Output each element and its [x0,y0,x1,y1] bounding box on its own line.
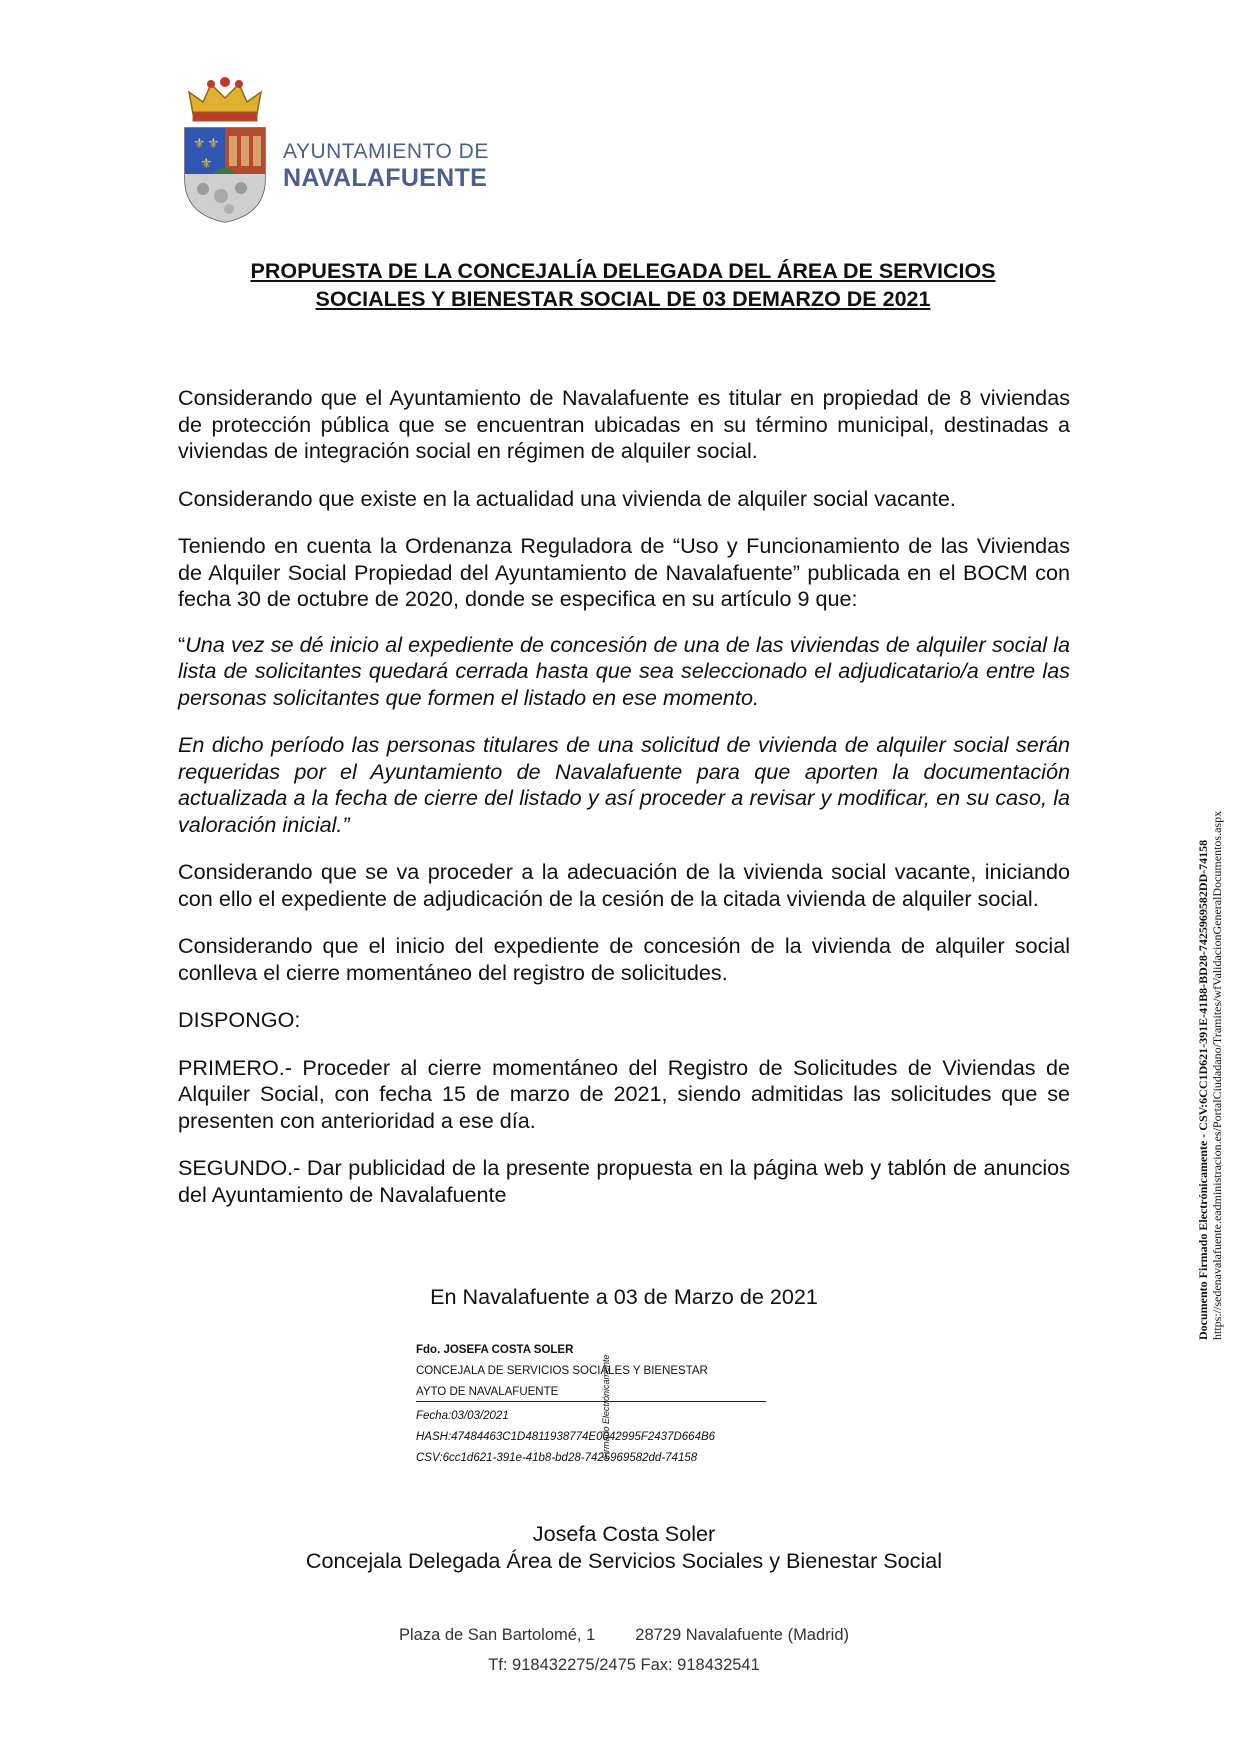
stamp-org: AYTO DE NAVALAFUENTE [416,1386,766,1402]
coat-of-arms-icon [183,74,268,224]
primero-paragraph: PRIMERO.- Proceder al cierre momentáneo del Registro de Solicitudes de Viviendas de Alquiler Social, con fecha 15 de marzo de 2021, siendo admitidas las solicitudes que se presenten con anterioridad a ese día. [178,1054,1070,1133]
stamp-hash: HASH:47484463C1D4811938774E0042995F2437D664B6 [416,1431,716,1443]
stamp-date: Fecha:03/03/2021 [416,1410,509,1422]
footer-address-line [178,1620,1070,1650]
footer-address: Plaza de San Bartolomé, 1 [398,1626,596,1644]
title-line-2: SOCIALES Y BIENESTAR SOCIAL DE 03 DEMARZO DE 2021 [315,287,931,311]
document-body [178,385,1070,1229]
quote-paragraph-2: En dicho período las personas titulares de una solicitud de vivienda de alquiler social serán requeridas por el Ayuntamiento de Navalafuente para que aporten la documentación actualizada a la fecha de cierre del listado y así proceder a revisar y modificar, en su caso, la valoración inicial.” [178,732,1070,837]
svg-text:⚜: ⚜ [193,135,206,151]
stamp-role: CONCEJALA DE SERVICIOS SOCIALES Y BIENESTAR [416,1365,708,1377]
signatory-name: Josefa Costa Soler [532,1521,716,1546]
organization-name [283,140,489,192]
margin-csv-line: Documento Firmado Electrónicamente - CSV:6CC1D621-391E-41B8-BD28-7425969582DD-74158 [1196,839,1210,1340]
svg-text:⚜: ⚜ [200,155,213,171]
title-line-1: PROPUESTA DE LA CONCEJALÍA DELEGADA DEL ÁREA DE SERVICIOS [250,259,996,283]
margin-validation-text [1185,690,1235,1340]
paragraph-4: Considerando que se va proceder a la adecuación de la vivienda social vacante, iniciando con ello el expediente de adjudicación de la cesión de la citada vivienda de alquiler social. [178,859,1070,911]
org-line-1: AYUNTAMIENTO DE [283,140,489,163]
document-title [178,257,1068,313]
stamp-vertical-label [416,1344,796,1470]
stamp-signer: Fdo. JOSEFA COSTA SOLER [416,1344,574,1356]
paragraph-1: Considerando que el Ayuntamiento de Navalafuente es titular en propiedad de 8 viviendas de protección pública que se encuentran ubicadas en su término municipal, destinadas a viviendas de integración social en régimen de alquiler social. [178,385,1070,463]
quote-text-1: Una vez se dé inicio al expediente de concesión de una de las viviendas de alquiler social la lista de solicitantes quedará cerrada hasta que sea seleccionado el adjudicatario/a entre las personas solicitantes que formen el listado en ese momento. [178,631,1070,710]
footer-city: 28729 Navalafuente (Madrid) [635,1626,849,1644]
paragraph-2: Considerando que existe en la actualidad una vivienda de alquiler social vacante. [178,485,956,511]
quote-paragraph-1 [178,632,1070,712]
stamp-vertical-text: Firmado Electrónicamente [601,1354,611,1460]
stamp-csv: CSV:6cc1d621-391e-41b8-bd28-7425969582dd-74158 [416,1452,698,1464]
signatory-role: Concejala Delegada Área de Servicios Sociales y Bienestar Social [305,1548,943,1573]
quote-open-mark: “ [178,631,186,657]
segundo-paragraph: SEGUNDO.- Dar publicidad de la presente propuesta en la página web y tablón de anuncios del Ayuntamiento de Navalafuente [178,1155,1070,1207]
footer-phones: Tf: 918432275/2475 Fax: 918432541 [488,1656,760,1674]
paragraph-5: Considerando que el inicio del expediente de concesión de la vivienda de alquiler social conlleva el cierre momentáneo del registro de solicitudes. [178,933,1070,985]
margin-url-line: https://sedenavalafuente.eadministracion.es/PortalCiudadano/Tramites/wfValidacionGeneralDocumentos.aspx [1210,810,1224,1340]
svg-text:⚜: ⚜ [207,135,220,151]
org-line-2: NAVALAFUENTE [283,164,488,192]
date-place-line: En Navalafuente a 03 de Marzo de 2021 [430,1284,818,1309]
paragraph-3: Teniendo en cuenta la Ordenanza Reguladora de “Uso y Funcionamiento de las Viviendas de Alquiler Social Propiedad del Ayuntamiento de Navalafuente” publicada en el BOCM con fecha 30 de octubre de 2020, donde se especifica en su artículo 9 que: [178,533,1070,611]
signatory-block [178,1520,1070,1574]
dispongo-heading: DISPONGO: [178,1007,301,1032]
page-footer [178,1620,1070,1680]
